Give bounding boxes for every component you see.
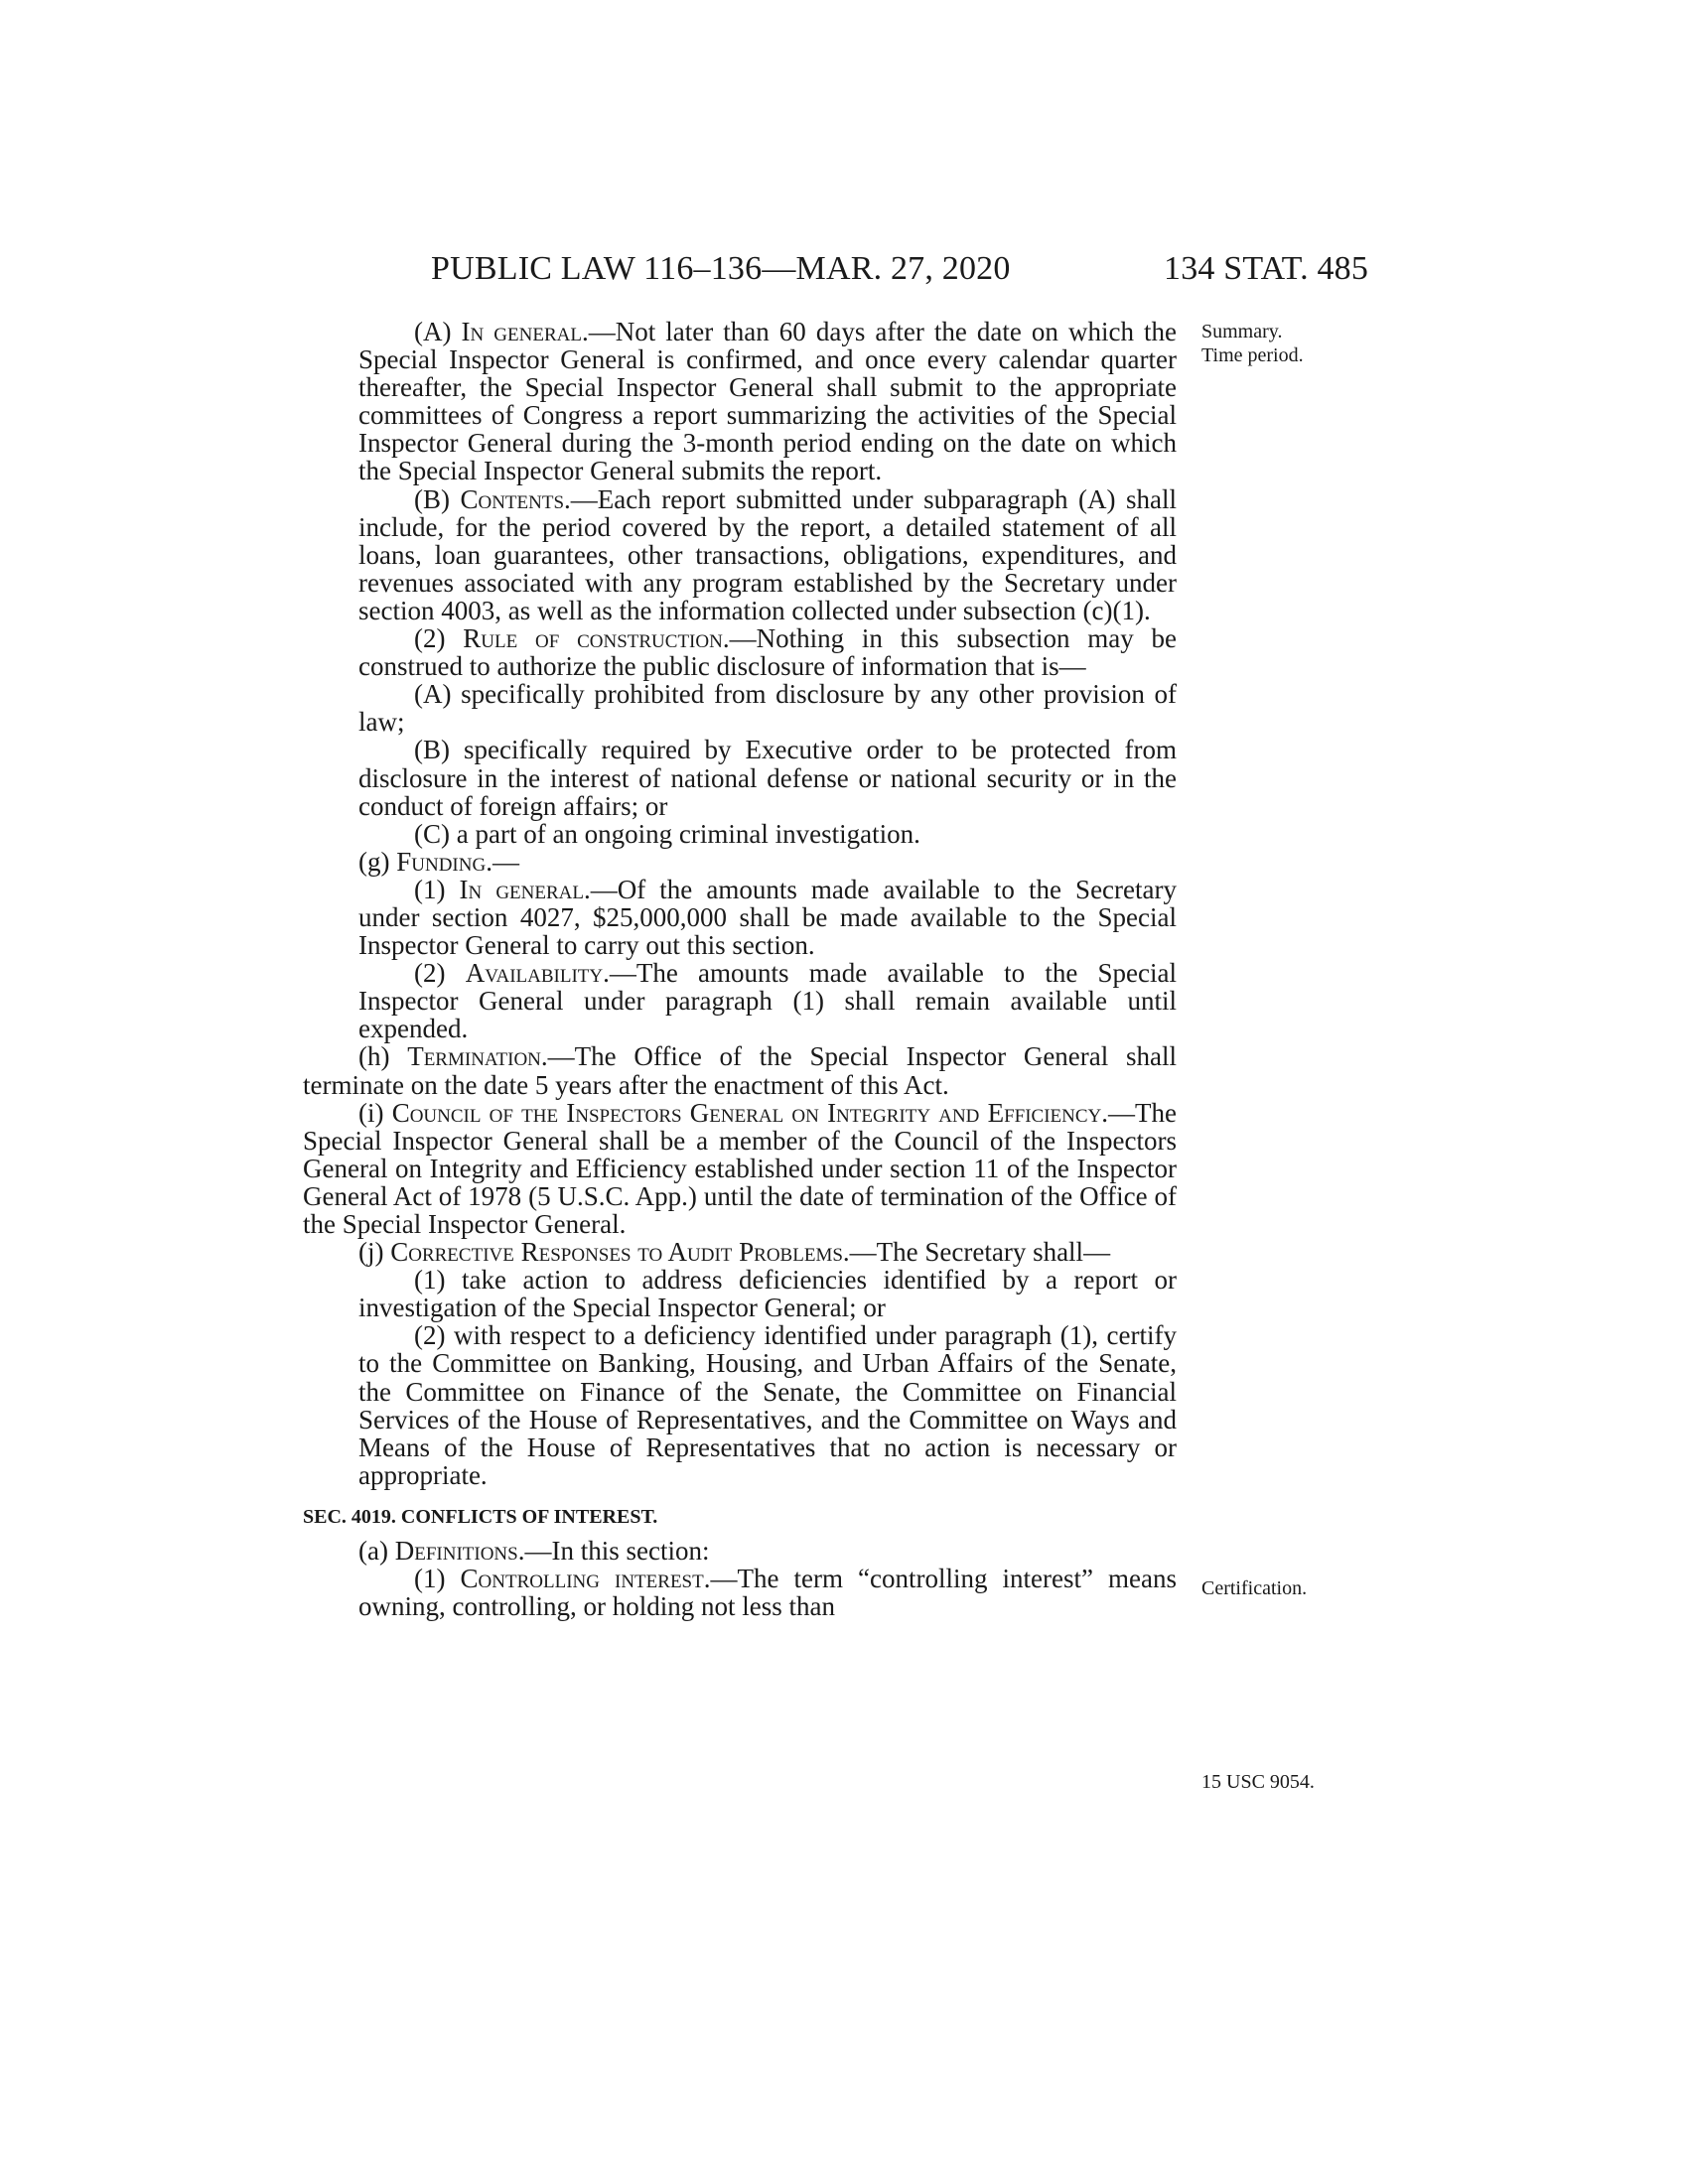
- subsection-g: (g) Funding.—: [358, 846, 519, 877]
- margin-note-usc: 15 USC 9054.: [1201, 1771, 1315, 1793]
- subsection-4019-a: (a) Definitions.—In this section:: [358, 1536, 710, 1567]
- paragraph-j-1: (1) take action to address deficiencies identified by a report or investigation of the Special Inspector General; or: [358, 1265, 1177, 1323]
- paragraph-4019-a-1: (1) Controlling interest.—The term “controlling interest” means owning, controlling, or holding not less than: [358, 1564, 1177, 1622]
- paragraph-f-2-b: (B) specifically required by Executive order to be protected from disclosure in the interest of national defense or national security or in the conduct of foreign affairs; or: [358, 735, 1177, 821]
- paragraph-g-1: (1) In general.—Of the amounts made available to the Secretary under section 4027, $25,000,000 shall be made available to the Special Inspector General to carry out this section.: [358, 874, 1177, 961]
- paragraph-f-1-b: (B) Contents.—Each report submitted under subparagraph (A) shall include, for the period covered by the report, a detailed statement of all loans, loan guarantees, other transactions, obligations, expenditures, and revenues associated with any program established by the Secretary under section 4003, as well as the information collected under subsection (c)(1).: [358, 483, 1177, 625]
- subsection-h: (h) Termination.—The Office of the Special Inspector General shall terminate on the date 5 years after the enactment of this Act.: [303, 1041, 1177, 1100]
- statute-body: [303, 318, 1177, 1620]
- section-heading: SEC. 4019. CONFLICTS OF INTEREST.: [303, 1505, 658, 1528]
- paragraph-f-2-a: (A) specifically prohibited from disclosure by any other provision of law;: [358, 679, 1177, 738]
- subsection-j: (j) Corrective Responses to Audit Problems.—The Secretary shall—: [358, 1237, 1111, 1268]
- paragraph-g-2: (2) Availability.—The amounts made available to the Special Inspector General under paragraph (1) shall remain available until expended.: [358, 958, 1177, 1044]
- margin-note-time-period: Time period.: [1201, 344, 1304, 366]
- margin-note-certification: Certification.: [1201, 1577, 1308, 1599]
- paragraph-j-2: (2) with respect to a deficiency identified under paragraph (1), certify to the Committee on Banking, Housing, and Urban Affairs of the Senate, the Committee on Finance of the Senate, the Committee on Financial Services of the House of Representatives, and the Committee on Ways and Means of the House of Representatives that no action is necessary or appropriate.: [358, 1320, 1177, 1490]
- paragraph-f-2-c: (C) a part of an ongoing criminal investigation.: [414, 818, 920, 849]
- page-header-right: 134 STAT. 485: [1164, 250, 1369, 287]
- paragraph-f-2: (2) Rule of construction.—Nothing in this subsection may be construed to authorize the public disclosure of information that is—: [358, 623, 1178, 682]
- paragraph-f-1-a: (A) In general.—Not later than 60 days after the date on which the Special Inspector General is confirmed, and once every calendar quarter thereafter, the Special Inspector General shall submit to the appropriate committees of Congress a report summarizing the activities of the Special Inspector General during the 3-month period ending on the date on which the Special Inspector General submits the report.: [358, 317, 1177, 486]
- page-header-left: PUBLIC LAW 116–136—MAR. 27, 2020: [431, 250, 1011, 287]
- subsection-i: (i) Council of the Inspectors General on Integrity and Efficiency.—The Special Inspector General shall be a member of the Council of the Inspectors General on Integrity and Efficiency established under section 11 of the Inspector General Act of 1978 (5 U.S.C. App.) until the date of termination of the Office of the Special Inspector General.: [303, 1097, 1177, 1239]
- margin-note-summary: Summary.: [1201, 321, 1283, 342]
